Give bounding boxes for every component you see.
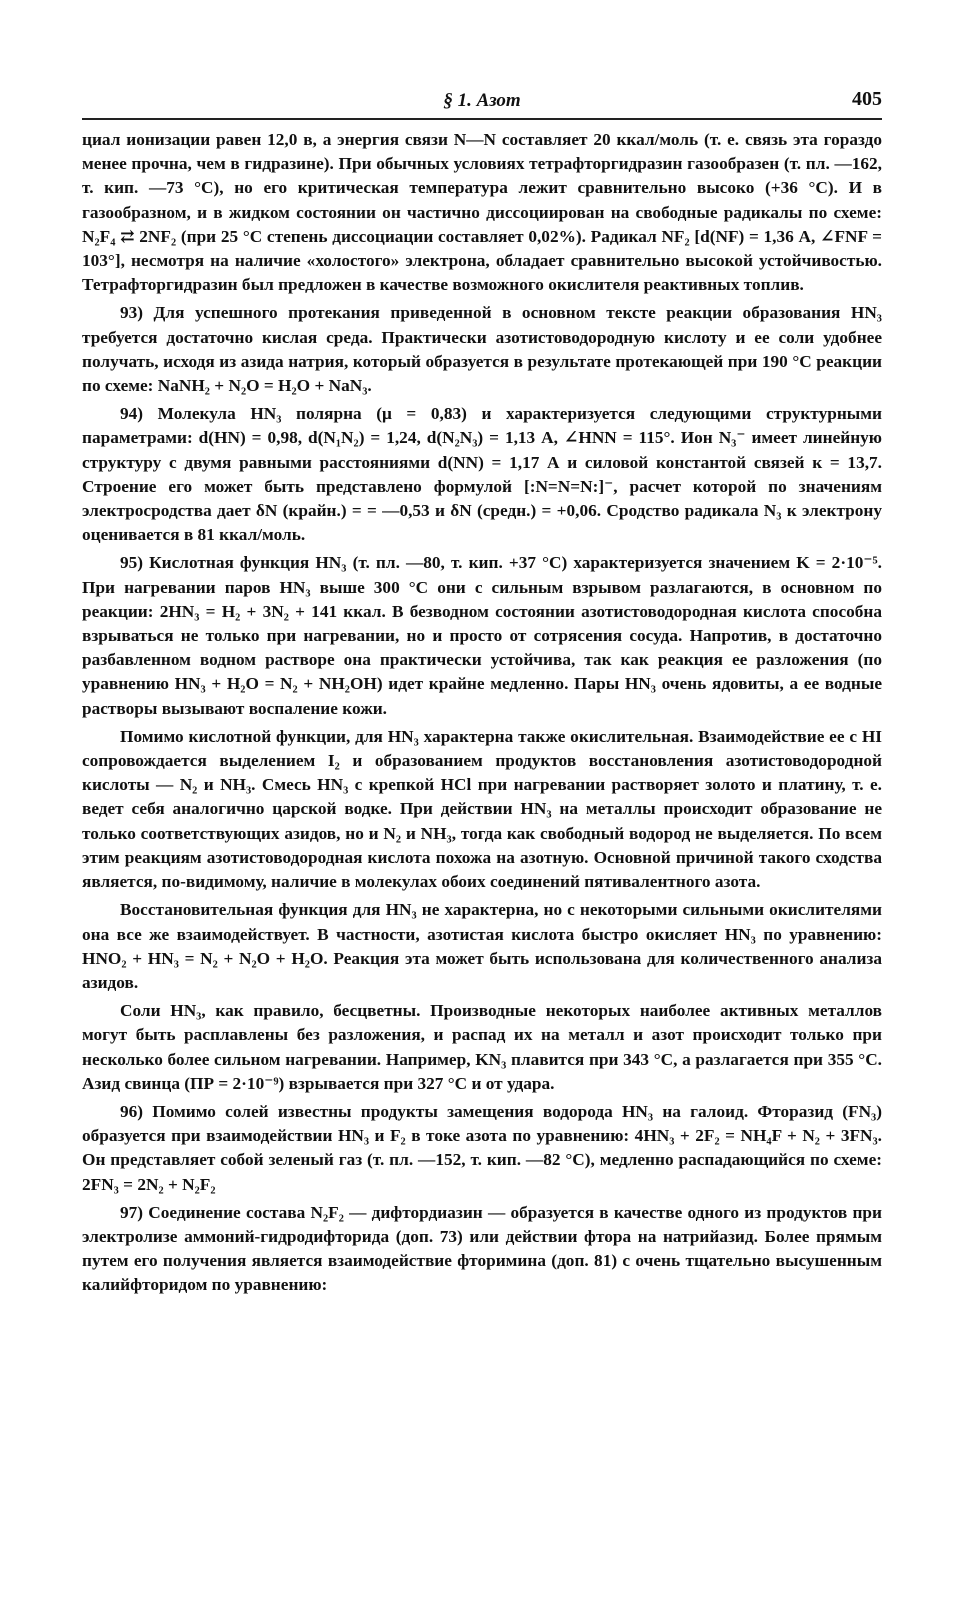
page-number: 405 bbox=[852, 88, 882, 110]
running-title: § 1. Азот bbox=[443, 90, 521, 111]
paragraph-reducing: Восстановительная функция для HN₃ не характерна, но с некоторыми сильными окислителями она все же взаимодействует. В частности, азотистая кислота быстро окисляет HN₃ по уравнению: HNO₂ + HN₃ = N₂ + N₂O + H₂O. Реакция эта может быть использована для количественного анализа азидов. bbox=[82, 900, 882, 992]
paragraph-95: 95) Кислотная функция HN₃ (т. пл. —80, т. кип. +37 °С) характеризуется значением K = 2·10⁻⁵. При нагревании паров HN₃ выше 300 °С они с сильным взрывом разлагаются, в основном по реакции: 2HN₃ = H₂ + 3N₂ + 141 ккал. В безводном состоянии азотистоводородная кислота способна взрываться не только при нагревании, но и просто от сотрясения сосуда. Напротив, в достаточно разбавленном водном растворе она практически устойчива, так как реакция ее разложения (по уравнению HN₃ + H₂O = N₂ + NH₂OH) идет крайне медленно. Пары HN₃ очень ядовиты, а ее водные растворы вызывают воспаление кожи. bbox=[82, 553, 882, 718]
page-header bbox=[82, 90, 882, 116]
paragraph-97: 97) Соединение состава N₂F₂ — дифтордиазин — образуется в качестве одного из продуктов при электролизе аммоний-гидродифторида (доп. 73) или действии фтора на натрийазид. Более прямым путем его получения является взаимодействие фторимина (доп. 81) с очень тщательно высушенным калийфторидом по уравнению: bbox=[82, 1202, 882, 1295]
paragraph-93: 93) Для успешного протекания приведенной в основном тексте реакции образования HN₃ требуется достаточно кислая среда. Практически азотистоводородную кислоту и ее соли удобнее получать, исходя из азида натрия, который образуется в результате протекающей при 190 °С реакции по схеме: NaNH₂ + N₂O = H₂O + NaN₃. bbox=[82, 303, 882, 396]
header-rule bbox=[82, 118, 882, 120]
page-body bbox=[82, 128, 882, 1302]
paragraph-oxidizing: Помимо кислотной функции, для HN₃ характерна также окислительная. Взаимодействие ее с HI сопровождается выделением I₂ и образованием продуктов восстановления азотистоводородной кислоты — N₂ и NH₃. Смесь HN₃ с крепкой HCl при нагревании растворяет золото и платину, т. е. ведет себя аналогично царской водке. При действии HN₃ на металлы происходит образование не только соответствующих азидов, но и N₂ и NH₃, тогда как свободный водород не выделяется. По всем этим реакциям азотистоводородная кислота похожа на азотную. Основной причиной такого сходства является, по-видимому, наличие в молекулах обоих соединений пятивалентного азота. bbox=[82, 726, 882, 892]
paragraph-continuation: циал ионизации равен 12,0 в, а энергия связи N—N составляет 20 ккал/моль (т. е. связь эта гораздо менее прочна, чем в гидразине). При обычных условиях тетрафторгидразин газообразен (т. пл. —162, т. кип. —73 °С), но его критическая температура лежит сравнительно высоко (+36 °С). И в газообразном, и в жидком состоянии он частично диссоциирован на свободные радикалы по схеме: N₂F₄ ⇄ 2NF₂ (при 25 °С степень диссоциации составляет 0,02%). Радикал NF₂ [d(NF) = 1,36 А, ∠FNF = 103°], несмотря на наличие «холостого» электрона, обладает сравнительно высокой устойчивостью. Тетрафторгидразин был предложен в качестве возможного окислителя реактивных топлив. bbox=[82, 130, 882, 295]
paragraph-96: 96) Помимо солей известны продукты замещения водорода HN₃ на галоид. Фторазид (FN₃) образуется при взаимодействии HN₃ и F₂ в токе азота по уравнению: 4HN₃ + 2F₂ = NH₄F + N₂ + 3FN₃. Он представляет собой зеленый газ (т. пл. —152, т. кип. —82 °С), медленно распадающийся по схеме: 2FN₃ = 2N₂ + N₂F₂ bbox=[82, 1101, 882, 1194]
paragraph-94: 94) Молекула HN₃ полярна (μ = 0,83) и характеризуется следующими структурными параметрами: d(HN) = 0,98, d(N₁N₂) = 1,24, d(N₂N₃) = 1,13 А, ∠HNN = 115°. Ион N₃⁻ имеет линейную структуру с двумя равными расстояниями d(NN) = 1,17 А и силовой константой связей к = 13,7. Строение его может быть представлено формулой [:N=N=N:]⁻, расчет которой по значениям электросродства дает δN (крайн.) = = —0,53 и δN (средн.) = +0,06. Сродство радикала N₃ к электрону оценивается в 81 ккал/моль. bbox=[82, 404, 882, 545]
paragraph-salts: Соли HN₃, как правило, бесцветны. Производные некоторых наиболее активных металлов могут быть расплавлены без разложения, и распад их на металл и азот происходит только при несколько более сильном нагревании. Например, KN₃ плавится при 343 °С, а разлагается при 355 °С. Азид свинца (ПР = 2·10⁻⁹) взрывается при 327 °С и от удара. bbox=[82, 1001, 882, 1093]
